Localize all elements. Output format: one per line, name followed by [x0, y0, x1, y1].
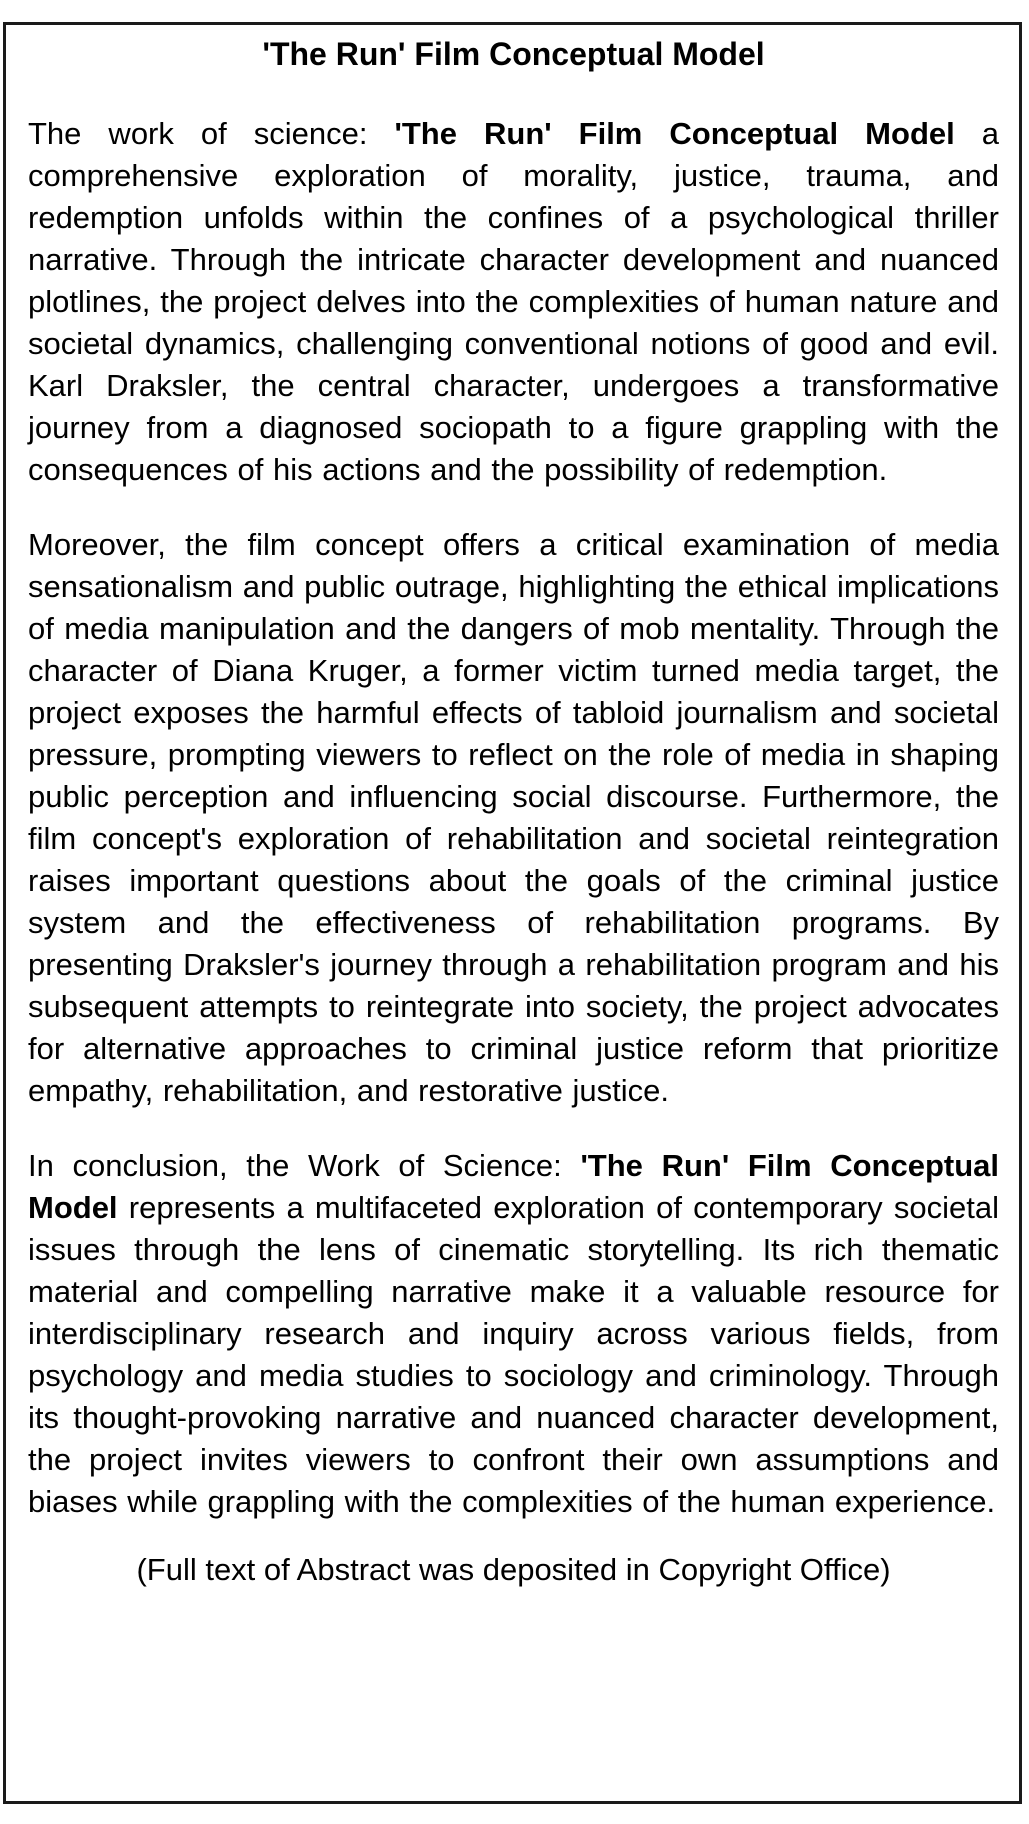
paragraph-body-text-pre: Moreover, the film concept offers a critical examination of media sensationalism and public outrage, highlighting the ethical implications of media manipulation and the dangers of mob mentality. Through the character of Diana Kruger, a former victim turned media target, the project exposes the harmful effects of tabloid journalism and societal pressure, prompting viewers to reflect on the role of media in shaping public perception and influencing social discourse. Furthermore, the film concept's exploration of rehabilitation and societal reintegration raises important questions about the goals of the criminal justice system and the effectiveness of rehabilitation programs. By presenting Draksler's journey through a rehabilitation program and his subsequent attempts to reintegrate into society, the project advocates for alternative approaches to criminal justice reform that prioritize empathy, rehabilitation, and restorative justice. [28, 527, 999, 1108]
copyright-deposit-note: (Full text of Abstract was deposited in Copyright Office) [136, 1552, 891, 1587]
paragraph-conclusion-text-post: represents a multifaceted exploration of contemporary societal issues through the lens of cinematic storytelling. Its rich thematic material and compelling narrative make it a valuable resource for interdisciplinary research and inquiry across various fields, from psychology and media studies to sociology and criminology. Through its thought-provoking narrative and nuanced character development, the project invites viewers to confront their own assumptions and biases while grappling with the complexities of the human experience. [28, 1190, 999, 1519]
abstract-document [3, 22, 1022, 1804]
paragraph-intro-text-pre: The work of science: [28, 116, 395, 151]
paragraph-intro-text-post: a comprehensive exploration of morality, justice, trauma, and redemption unfolds within the confines of a psychological thriller narrative. Through the intricate character development and nuanced plotlines, the project delves into the complexities of human nature and societal dynamics, challenging conventional notions of good and evil. Karl Draksler, the central character, undergoes a transformative journey from a diagnosed sociopath to a figure grappling with the consequences of his actions and the possibility of redemption. [28, 116, 999, 487]
film-title-bold-conclusion: 'The Run' Film Conceptual Model [28, 1148, 1000, 1225]
paragraph-body [28, 524, 999, 1112]
paragraph-intro [28, 113, 999, 491]
paragraph-conclusion [28, 1145, 999, 1523]
film-title-bold-intro: 'The Run' Film Conceptual Model [394, 116, 955, 151]
paragraph-conclusion-text-pre: In conclusion, the Work of Science: [28, 1148, 581, 1183]
document-title: 'The Run' Film Conceptual Model [262, 36, 765, 72]
